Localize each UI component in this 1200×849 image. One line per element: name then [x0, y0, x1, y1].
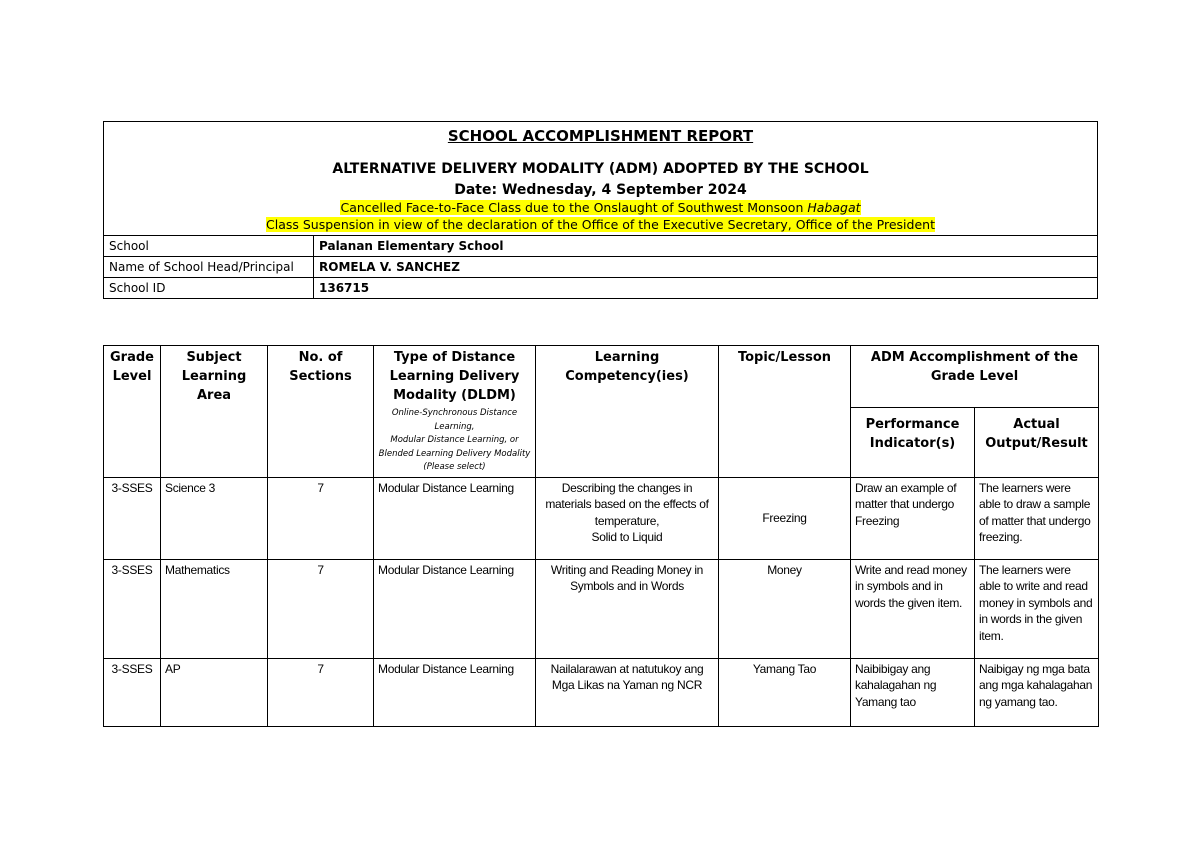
school-label: School [104, 236, 314, 257]
header-actual-output: Actual Output/Result [975, 407, 1099, 477]
row-actual: The learners were able to write and read money in symbols and in words in the given item. [975, 559, 1099, 658]
row-topic: Freezing [719, 477, 851, 559]
school-row [104, 236, 1098, 257]
header-sections: No. of Sections [268, 346, 374, 478]
school-head-row [104, 257, 1098, 278]
school-value: Palanan Elementary School [314, 236, 1098, 257]
table-row [104, 658, 1099, 726]
adm-accomplishment-table [103, 345, 1099, 727]
header-dldm: Type of Distance Learning Delivery Modality (DLDM) [374, 346, 536, 408]
row-topic: Yamang Tao [719, 658, 851, 726]
row-grade: 3-SSES [104, 559, 161, 658]
header-adm-accomplishment: ADM Accomplishment of the Grade Level [851, 346, 1099, 408]
row-performance: Write and read money in symbols and in words the given item. [851, 559, 975, 658]
row-sections: 7 [268, 559, 374, 658]
table-row [104, 559, 1099, 658]
notice-class-suspension: Class Suspension in view of the declaration of the Office of the Executive Secretary, Office of the President [266, 217, 935, 232]
row-subject: AP [161, 658, 268, 726]
row-performance: Draw an example of matter that undergo Freezing [851, 477, 975, 559]
row-topic: Money [719, 559, 851, 658]
dldm-note: Online-Synchronous Distance Learning, Modular Distance Learning, or Blended Learning Delivery Modality (Please select) [374, 407, 536, 477]
row-grade: 3-SSES [104, 658, 161, 726]
report-subtitle: ALTERNATIVE DELIVERY MODALITY (ADM) ADOPTED BY THE SCHOOL [332, 161, 869, 177]
row-subject: Science 3 [161, 477, 268, 559]
school-head-label: Name of School Head/Principal [104, 257, 314, 278]
school-id-row [104, 278, 1098, 299]
row-sections: 7 [268, 477, 374, 559]
row-competency: Nailalarawan at natutukoy ang Mga Likas na Yaman ng NCR [536, 658, 719, 726]
header-performance-indicator: Performance Indicator(s) [851, 407, 975, 477]
report-date: Date: Wednesday, 4 September 2024 [454, 182, 747, 198]
row-competency: Describing the changes in materials based on the effects of temperature, Solid to Liquid [536, 477, 719, 559]
school-id-value: 136715 [314, 278, 1098, 299]
report-title: SCHOOL ACCOMPLISHMENT REPORT [447, 127, 754, 145]
row-actual: Naibigay ng mga bata ang mga kahalagahan ng yamang tao. [975, 658, 1099, 726]
school-id-label: School ID [104, 278, 314, 299]
row-performance: Naibibigay ang kahalagahan ng Yamang tao [851, 658, 975, 726]
row-competency: Writing and Reading Money in Symbols and in Words [536, 559, 719, 658]
row-grade: 3-SSES [104, 477, 161, 559]
school-head-value: ROMELA V. SANCHEZ [314, 257, 1098, 278]
row-dldm: Modular Distance Learning [374, 658, 536, 726]
header-subject: Subject Learning Area [161, 346, 268, 478]
row-dldm: Modular Distance Learning [374, 477, 536, 559]
notice-cancelled-class: Cancelled Face-to-Face Class due to the Onslaught of Southwest Monsoon Habagat [340, 200, 861, 215]
header-competency: Learning Competency(ies) [536, 346, 719, 478]
header-grade-level: Grade Level [104, 346, 161, 478]
row-actual: The learners were able to draw a sample of matter that undergo freezing. [975, 477, 1099, 559]
report-header-table [103, 121, 1098, 299]
row-subject: Mathematics [161, 559, 268, 658]
table-row [104, 477, 1099, 559]
header-topic: Topic/Lesson [719, 346, 851, 478]
report-title-block [104, 122, 1098, 236]
row-sections: 7 [268, 658, 374, 726]
row-dldm: Modular Distance Learning [374, 559, 536, 658]
